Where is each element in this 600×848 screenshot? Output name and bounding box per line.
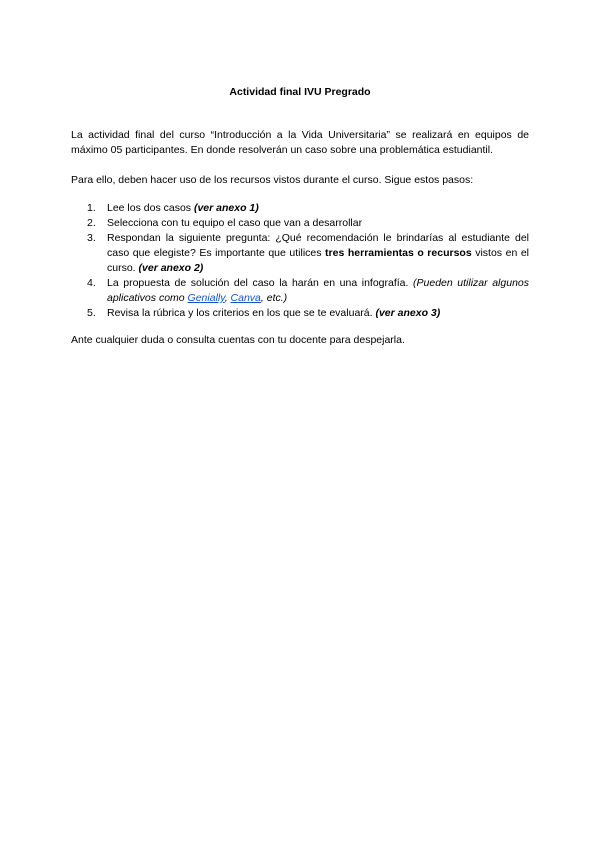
step-text: Lee los dos casos	[107, 202, 194, 214]
step-italic-text: ,	[224, 292, 231, 304]
step-bold-text: tres herramientas o recursos	[325, 247, 472, 259]
step-text: La propuesta de solución del caso la harán en una infografía.	[107, 277, 414, 289]
intro-paragraph: La actividad final del curso “Introducción a la Vida Universitaria” se realizará en equipos de máximo 05 participantes. En donde resolverán un caso sobre una problemática estudiantil.	[71, 129, 529, 156]
step-number: 5.	[87, 307, 96, 319]
step-number: 2.	[87, 217, 96, 229]
step-text: Selecciona con tu equipo el caso que van a desarrollar	[107, 217, 363, 229]
list-item	[87, 201, 529, 216]
step-italic-text: (Pueden utilizar algunos aplicativos como	[107, 277, 530, 304]
step-text: Respondan la siguiente pregunta: ¿Qué recomendación le brindarías al estudiante del caso que elegiste? Es importante que utilices	[107, 232, 529, 259]
annex-reference: (ver anexo 3)	[375, 307, 441, 319]
annex-reference: (ver anexo 1)	[193, 202, 259, 214]
canva-link[interactable]: Canva	[230, 292, 261, 304]
annex-reference: (ver anexo 2)	[138, 262, 204, 274]
document-title: Actividad final IVU Pregrado	[229, 86, 371, 98]
list-item	[87, 276, 530, 306]
step-number: 3.	[87, 232, 96, 244]
step-number: 1.	[87, 202, 96, 214]
step-italic-text: , etc.)	[260, 292, 288, 304]
genially-link[interactable]: Genially	[187, 292, 225, 304]
list-item	[87, 306, 529, 321]
step-number: 4.	[87, 277, 96, 289]
instructions-lead: Para ello, deben hacer uso de los recursos vistos durante el curso. Sigue estos pasos:	[71, 174, 474, 186]
step-text: Revisa la rúbrica y los criterios en los que se te evaluará.	[107, 307, 376, 319]
step-text: vistos en el curso.	[107, 247, 530, 274]
list-item	[87, 216, 529, 231]
closing-paragraph: Ante cualquier duda o consulta cuentas con tu docente para despejarla.	[71, 334, 405, 346]
list-item	[87, 231, 530, 276]
steps-list	[71, 201, 529, 321]
